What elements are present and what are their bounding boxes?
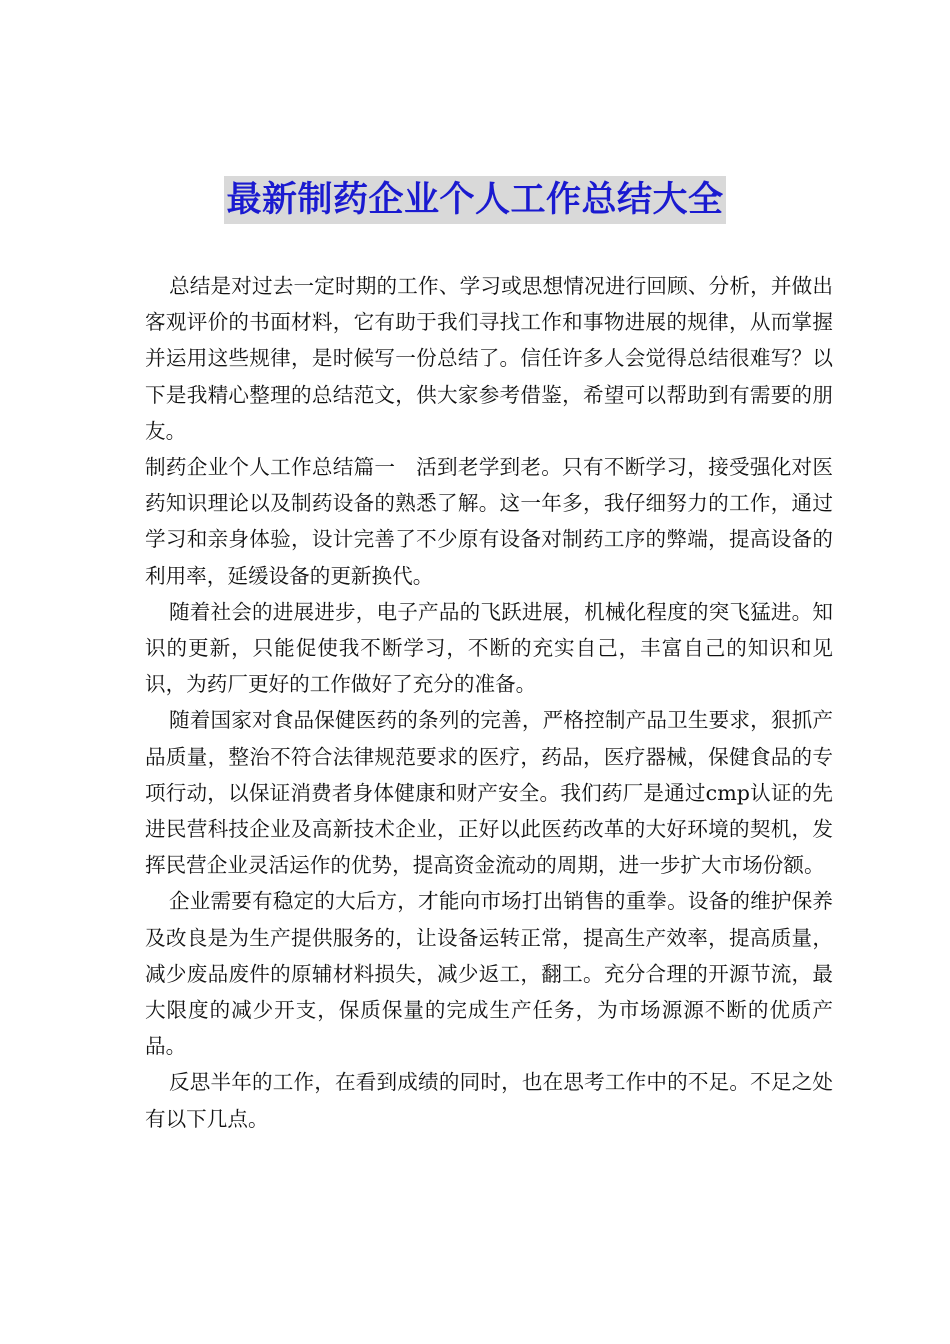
title-container xyxy=(0,176,950,224)
paragraph-development: 随着社会的进展进步，电子产品的飞跃进展，机械化程度的突飞猛进。知识的更新，只能促使我不断学习，不断的充实自己，丰富自己的知识和见识，为药厂更好的工作做好了充分的准备。 xyxy=(145,599,833,697)
document-title: 最新制药企业个人工作总结大全 xyxy=(224,176,725,224)
paragraph-intro: 总结是对过去一定时期的工作、学习或思想情况进行回顾、分析，并做出客观评价的书面材料，它有助于我们寻找工作和事物进展的规律，从而掌握并运用这些规律，是时候写一份总结了。信任许多人会觉得总结很难写？以下是我精心整理的总结范文，供大家参考借鉴，希望可以帮助到有需要的朋友。 xyxy=(145,274,833,443)
paragraph-reflection: 反思半年的工作，在看到成绩的同时，也在思考工作中的不足。不足之处有以下几点。 xyxy=(145,1070,833,1131)
paragraph-maintenance: 企业需要有稳定的大后方，才能向市场打出销售的重拳。设备的维护保养及改良是为生产提供服务的，让设备运转正常，提高生产效率，提高质量，减少废品废件的原辅材料损失，减少返工，翻工。充分合理的开源节流，最大限度的减少开支，保质保量的完成生产任务，为市场源源不断的优质产品。 xyxy=(145,889,833,1059)
paragraph-section-one: 制药企业个人工作总结篇一 活到老学到老。只有不断学习，接受强化对医药知识理论以及制药设备的熟悉了解。这一年多，我仔细努力的工作，通过学习和亲身体验，设计完善了不少原有设备对制药工序的弊端，提高设备的利用率，延缓设备的更新换代。 xyxy=(145,455,833,588)
paragraph-regulation: 随着国家对食品保健医药的条列的完善，严格控制产品卫生要求，狠抓产品质量，整治不符合法律规范要求的医疗，药品，医疗器械，保健食品的专项行动，以保证消费者身体健康和财产安全。我们药厂是通过cmp认证的先进民营科技企业及高新技术企业，正好以此医药改革的大好环境的契机，发挥民营企业灵活运作的优势，提高资金流动的周期，进一步扩大市场份额。 xyxy=(145,708,833,878)
document-body xyxy=(145,268,833,1137)
